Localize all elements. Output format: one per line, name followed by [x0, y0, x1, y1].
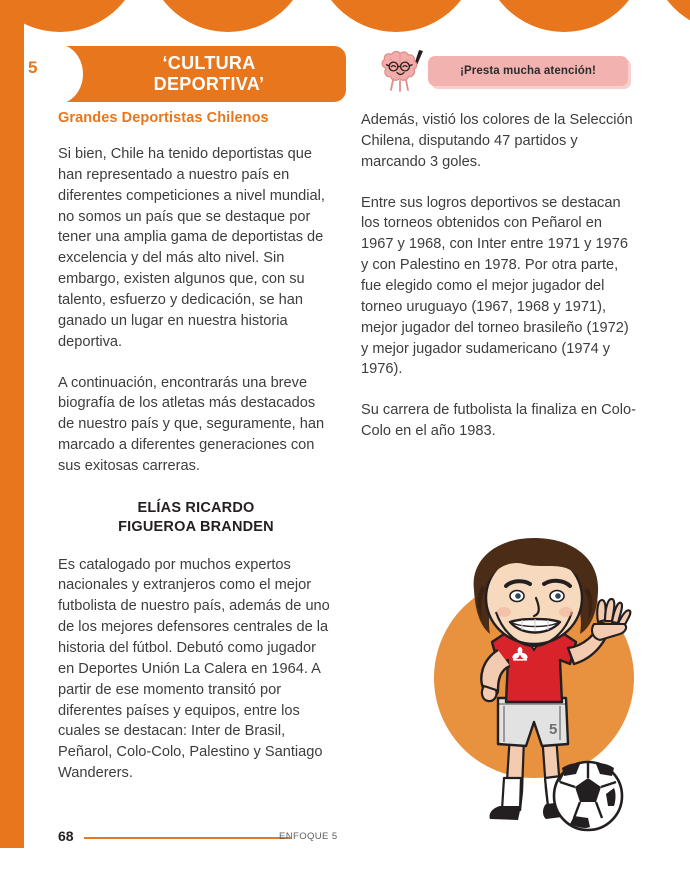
- unit-title-line-1: ‘CULTURA: [162, 53, 256, 74]
- paragraph-intro-1: Si bien, Chile ha tenido deportistas que han representado a nuestro país en diferentes competiciones a nivel mundial, no somos un país que se destaque por tener una amplia gama de deportistas de excelencia y del más alto nivel. Sin embargo, existen algunos que, con su talento, esfuerzo y dedicación, se han ganado un lugar en nuestra historia deportiva.: [58, 146, 325, 350]
- paragraph-biography-2: Además, vistió los colores de la Selección Chilena, disputando 47 partidos y marcando 3 goles.: [361, 112, 633, 170]
- footballer-caricature-illustration: [418, 538, 650, 834]
- unit-title-line-2: DEPORTIVA’: [153, 74, 265, 94]
- brain-mascot-icon: [372, 46, 434, 100]
- footer-divider: [84, 837, 290, 839]
- left-accent-bar: [0, 0, 24, 848]
- top-scallop-decoration: [0, 0, 690, 36]
- unit-title-banner: [58, 46, 346, 102]
- paragraph-biography-3: Entre sus logros deportivos se destacan los torneos obtenidos con Peñarol en 1967 y 1968, con Inter entre 1971 y 1976 y con Palestino en 1978. Por otra parte, fue elegido como el mejor jugador del torneo uruguayo (1967, 1968 y 1971), mejor jugador del torneo brasileño (1972) y mejor jugador sudamericano (1974 y 1976).: [361, 194, 629, 378]
- scallop-shape: [146, 0, 310, 32]
- unit-title: [140, 53, 265, 94]
- attention-badge-label: ¡Presta mucha atención!: [460, 65, 596, 77]
- attention-callout: [370, 46, 630, 102]
- scallop-shape: [482, 0, 646, 32]
- unit-number: 5: [28, 58, 38, 77]
- jersey-number: 5: [549, 721, 558, 738]
- page-footer: [24, 828, 670, 848]
- attention-badge: [428, 56, 628, 86]
- athlete-name-heading: [58, 499, 334, 537]
- scallop-shape: [314, 0, 478, 32]
- left-text-column: [58, 110, 334, 804]
- athlete-name-line-2: FIGUEROA BRANDEN: [118, 518, 274, 535]
- footer-label: ENFOQUE 5: [279, 831, 338, 842]
- page-number: 68: [58, 828, 74, 844]
- athlete-name-line-1: ELÍAS RICARDO: [137, 499, 255, 516]
- scallop-shape: [650, 0, 690, 32]
- paragraph-biography-1: Es catalogado por muchos expertos nacionales y extranjeros como el mejor futbolista de nuestro país, además de uno de los mejores defensores centrales de la historia del fútbol. Debutó como jugador en Deportes Unión La Calera en 1964. A partir de ese momento transitó por diferentes países y equipos, entre los cuales se destacan: Inter de Brasil, Peñarol, Colo-Colo, Palestino y Santiago Wanderers.: [58, 556, 330, 782]
- paragraph-intro-2: A continuación, encontrarás una breve biografía de los atletas más destacados de nuestro país y que, seguramente, han marcado a diferentes generaciones con sus exitosas carreras.: [58, 374, 325, 475]
- section-subtitle: Grandes Deportistas Chilenos: [58, 110, 269, 126]
- paragraph-biography-4: Su carrera de futbolista la finaliza en Colo-Colo en el año 1983.: [361, 402, 636, 440]
- right-text-column: [361, 110, 637, 462]
